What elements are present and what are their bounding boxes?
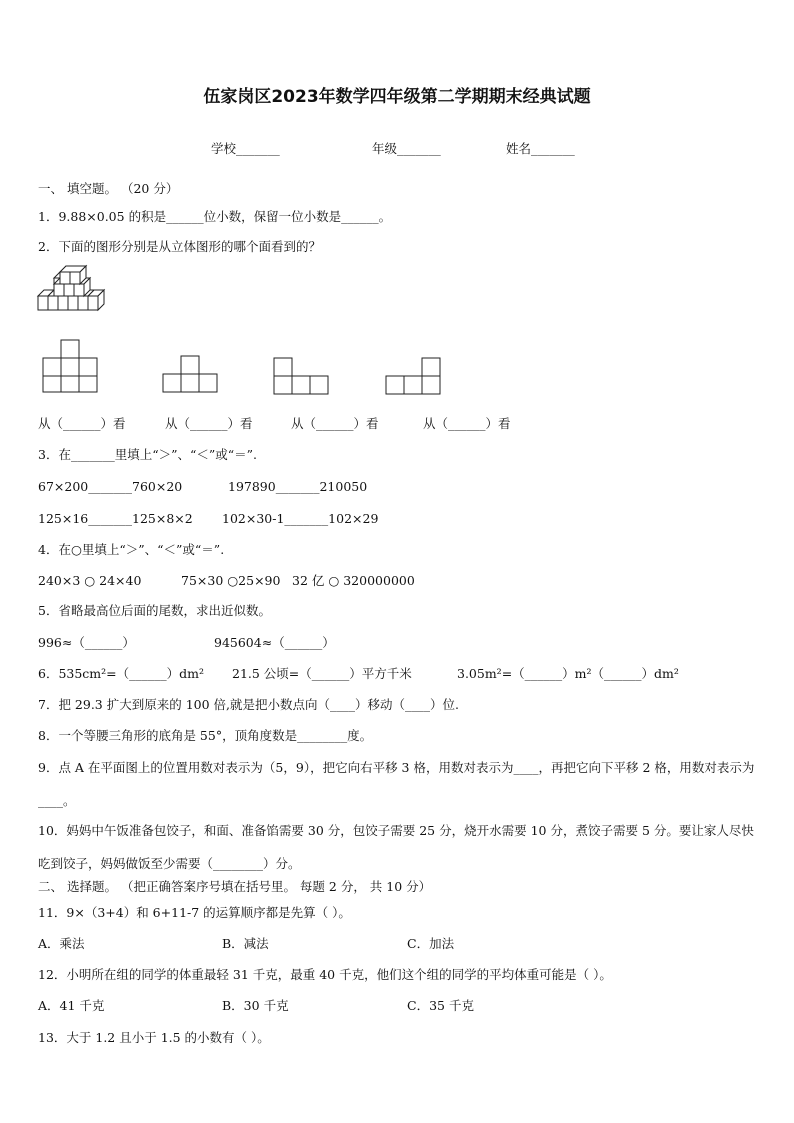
question-12: 12．小明所在组的同学的体重最轻 31 千克，最重 40 千克，他们这个组的同学的平均体重可能是（ ）。 xyxy=(38,967,612,982)
question-4: 4．在○里填上“＞”、“＜”或“＝”. xyxy=(38,542,225,557)
question-13: 13．大于 1.2 且小于 1.5 的小数有（ ）。 xyxy=(38,1030,270,1045)
question-11-option-c: C．加法 xyxy=(407,936,455,951)
school-field: 学校_______ xyxy=(211,141,280,156)
question-11-option-a: A．乘法 xyxy=(38,936,85,951)
question-4-item-a: 240×3 ○ 24×40 xyxy=(38,573,142,588)
question-12-option-c: C．35 千克 xyxy=(407,998,474,1013)
view-label-1: 从（______）看 xyxy=(38,416,126,431)
view-figure-1 xyxy=(43,340,99,392)
question-3-item-a1: 67×200_______760×20 xyxy=(38,479,183,494)
question-10: 10．妈妈中午饭准备包饺子，和面、准备馅需要 30 分，包饺子需要 25 分，烧开水需要 10 分，煮饺子需要 5 分。要让家人尽快吃到饺子，妈妈做饭至少需要（________）分。 xyxy=(38,823,754,871)
question-6-item-a: 6．535cm²=（______）dm² xyxy=(38,666,205,681)
view-figure-4 xyxy=(386,358,442,394)
question-4-item-b: 75×30 ○25×90 xyxy=(181,573,281,588)
page-title: 伍家岗区2023年数学四年级第二学期期末经典试题 xyxy=(203,87,591,107)
view-label-2: 从（______）看 xyxy=(165,416,253,431)
question-3: 3．在_______里填上“＞”、“＜”或“＝”. xyxy=(38,447,258,462)
view-label-4: 从（______）看 xyxy=(423,416,511,431)
view-figure-3 xyxy=(274,358,330,394)
question-3-item-a2: 197890_______210050 xyxy=(228,479,368,494)
question-3-item-b2: 102×30-1_______102×29 xyxy=(222,511,379,526)
question-6-item-b: 21.5 公顷=（______）平方千米 xyxy=(232,666,412,681)
question-6-item-c: 3.05m²=（______）m²（______）dm² xyxy=(457,666,679,681)
question-8: 8．一个等腰三角形的底角是 55°，顶角度数是________度。 xyxy=(38,728,373,743)
section-1-heading: 一、 填空题。 （20 分） xyxy=(38,181,179,196)
question-12-option-a: A．41 千克 xyxy=(38,998,105,1013)
grade-field: 年级_______ xyxy=(372,141,441,156)
question-4-item-c: 32 亿 ○ 320000000 xyxy=(292,573,415,588)
view-figure-2 xyxy=(163,356,219,392)
question-9: 9．点 A 在平面图上的位置用数对表示为（5，9），把它向右平移 3 格，用数对表示为____，再把它向下平移 2 格，用数对表示为____。 xyxy=(38,760,755,808)
question-11-option-b: B．减法 xyxy=(222,936,269,951)
question-5-item-b: 945604≈（______） xyxy=(214,635,335,650)
solid-figure xyxy=(38,272,108,316)
section-2-heading: 二、 选择题。 （把正确答案序号填在括号里。 每题 2 分， 共 10 分） xyxy=(38,879,432,894)
question-12-option-b: B．30 千克 xyxy=(222,998,289,1013)
question-1: 1．9.88×0.05 的积是______位小数，保留一位小数是______。 xyxy=(38,209,392,224)
question-5: 5．省略最高位后面的尾数，求出近似数。 xyxy=(38,603,271,618)
question-3-item-b1: 125×16_______125×8×2 xyxy=(38,511,193,526)
view-label-3: 从（______）看 xyxy=(291,416,379,431)
name-field: 姓名_______ xyxy=(506,141,575,156)
question-2: 2．下面的图形分别是从立体图形的哪个面看到的？ xyxy=(38,239,321,254)
question-11: 11．9×（3+4）和 6+11-7 的运算顺序都是先算（ ）。 xyxy=(38,905,351,920)
question-5-item-a: 996≈（______） xyxy=(38,635,135,650)
question-7: 7．把 29.3 扩大到原来的 100 倍,就是把小数点向（____）移动（____）位. xyxy=(38,697,459,712)
